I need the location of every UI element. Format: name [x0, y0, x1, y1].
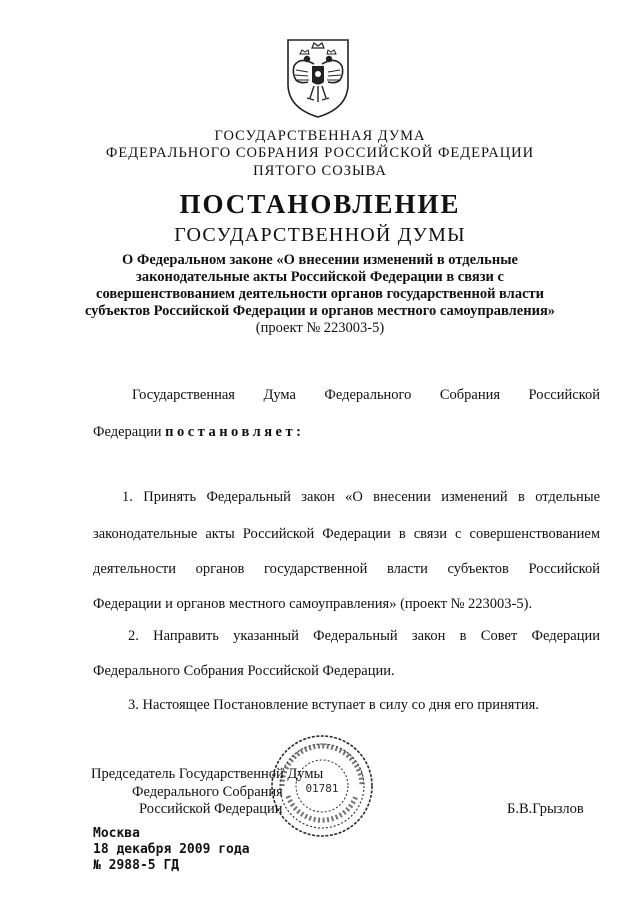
footer-date: 18 декабря 2009 года [93, 842, 250, 857]
law-title-line-4: субъектов Российской Федерации и органов местного самоуправления» [84, 303, 556, 319]
document-title: ПОСТАНОВЛЕНИЕ [179, 189, 461, 219]
law-title-line-2: законодательные акты Российской Федерации в связи с [136, 269, 504, 285]
item-2-line-2: Федерального Собрания Российской Федерации. [93, 663, 395, 679]
document-subtitle: ГОСУДАРСТВЕННОЙ ДУМЫ [174, 224, 466, 246]
header-assembly: ФЕДЕРАЛЬНОГО СОБРАНИЯ РОССИЙСКОЙ ФЕДЕРАЦИИ [105, 145, 535, 161]
preamble-line-1 [132, 387, 600, 404]
preamble-word: Федерального [324, 387, 412, 403]
preamble-word: Государственная [132, 387, 235, 403]
preamble-federation: Федерации [93, 424, 162, 440]
coat-of-arms-emblem [274, 36, 362, 120]
item-1-line-2: законодательные акты Российской Федерации в связи с совершенствованием [93, 526, 600, 542]
header-duma: ГОСУДАРСТВЕННАЯ ДУМА [214, 128, 426, 144]
law-title-line-3: совершенствованием деятельности органов государственной власти [96, 286, 544, 302]
preamble-word: Собрания [439, 387, 501, 403]
resolves-word: постановляет: [165, 424, 305, 440]
preamble-word: Российской [528, 387, 600, 403]
footer-number: № 2988-5 ГД [93, 858, 180, 873]
project-number: (проект № 223003-5) [255, 320, 385, 336]
official-stamp [268, 732, 376, 840]
signature-title-line-2: Федерального Собрания [132, 784, 283, 800]
law-title-line-1: О Федеральном законе «О внесении изменений в отдельные [122, 252, 518, 268]
item-1-line-1: 1. Принять Федеральный закон «О внесении изменений в отдельные [122, 489, 600, 505]
item-1-line-4: Федерации и органов местного самоуправления» (проект № 223003-5). [93, 596, 533, 612]
preamble-word: Дума [263, 387, 296, 403]
stamp-number: 01781 [305, 782, 339, 795]
item-1-line-3: деятельности органов государственной власти субъектов Российской [93, 561, 600, 577]
header-convocation: ПЯТОГО СОЗЫВА [253, 163, 387, 179]
item-3: 3. Настоящее Постановление вступает в силу со дня его принятия. [128, 697, 539, 713]
preamble-line-2 [93, 424, 304, 441]
item-2-line-1: 2. Направить указанный Федеральный закон в Совет Федерации [128, 628, 600, 644]
signature-title-line-1: Председатель Государственной Думы [91, 766, 324, 782]
footer-city: Москва [93, 826, 140, 841]
signature-title-line-3: Российской Федерации [139, 801, 283, 817]
signatory-name: Б.В.Грызлов [507, 801, 584, 817]
